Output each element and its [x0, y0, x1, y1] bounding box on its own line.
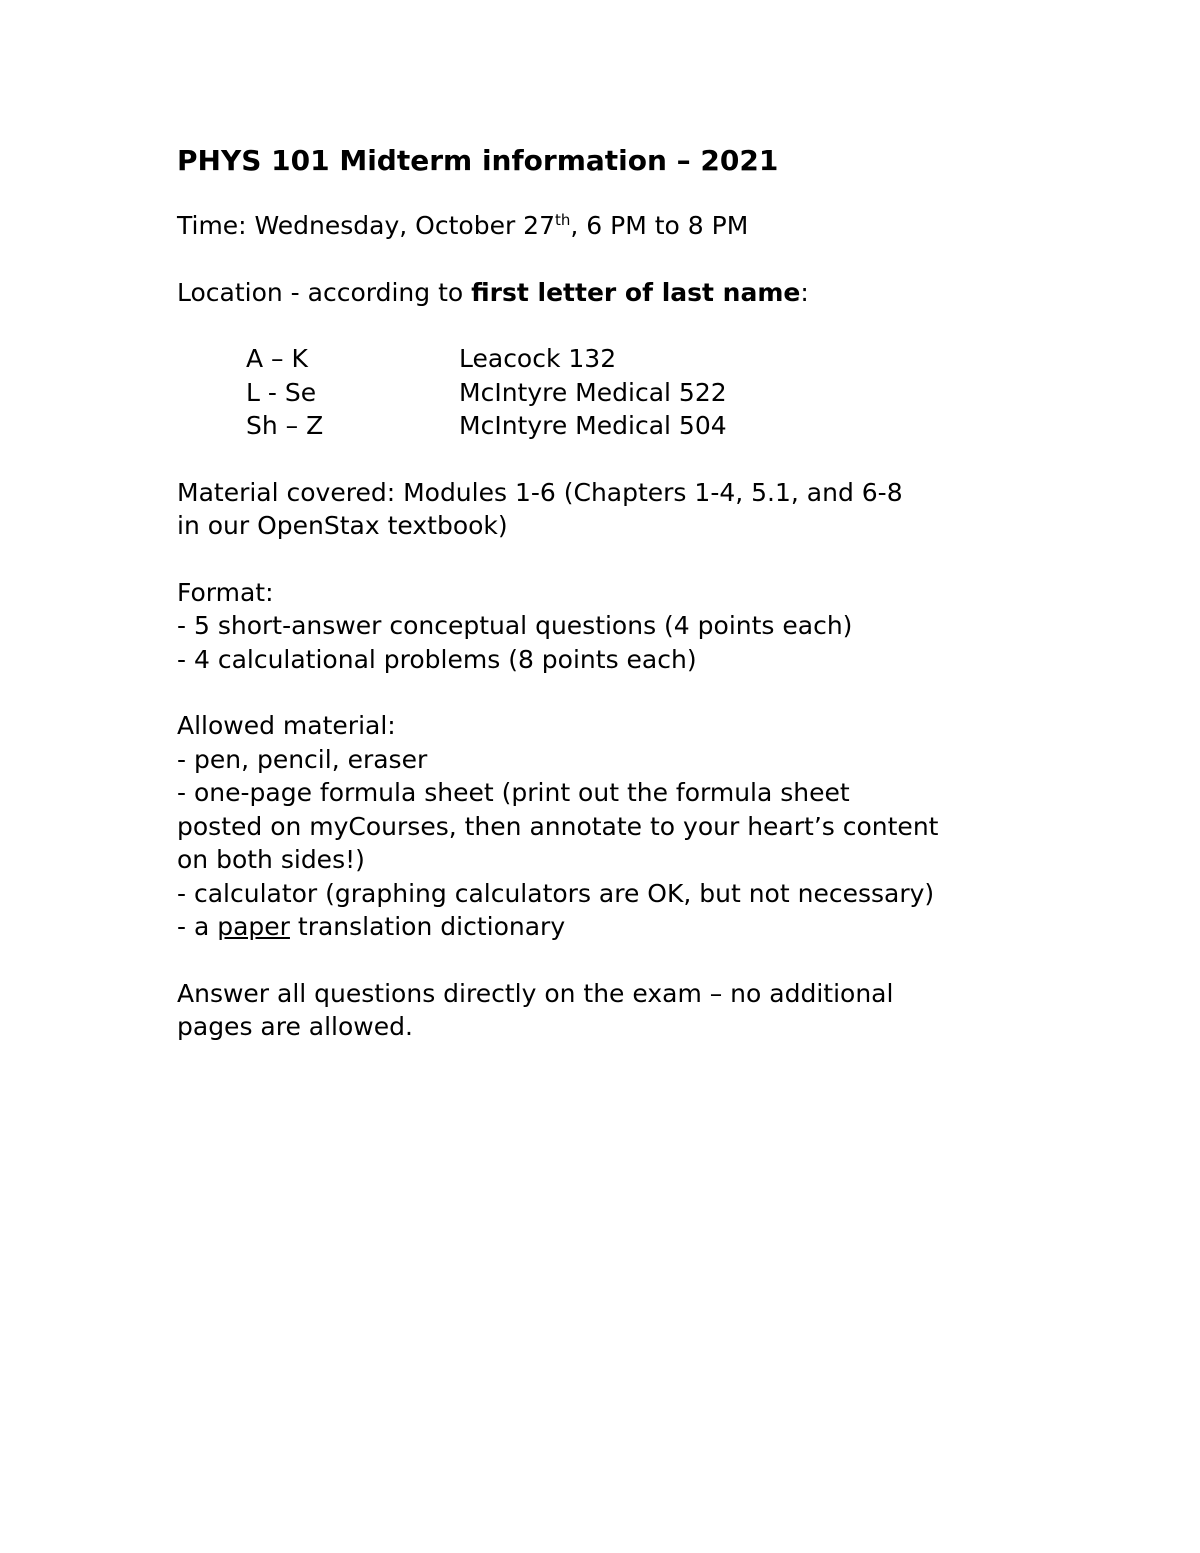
- allowed-item-suffix: translation dictionary: [289, 912, 566, 941]
- allowed-item: [177, 910, 1077, 944]
- format-item: - 5 short-answer conceptual questions (4 points each): [177, 611, 853, 640]
- location-colon: :: [800, 277, 809, 307]
- location-row: [246, 409, 727, 443]
- name-range: L - Se: [246, 377, 317, 407]
- answer-line: Answer all questions directly on the exam – no additional: [177, 978, 894, 1008]
- answer-line: pages are allowed.: [177, 1012, 413, 1041]
- time-line: [177, 209, 1077, 243]
- allowed-item: - calculator (graphing calculators are OK, but not necessary): [177, 878, 935, 908]
- room: Leacock 132: [459, 344, 617, 373]
- location-row: [246, 342, 727, 376]
- allowed-section: [177, 709, 1077, 944]
- name-range: Sh – Z: [246, 411, 324, 440]
- allowed-item-continued: posted on myCourses, then annotate to your heart’s content: [177, 811, 939, 841]
- room: McIntyre Medical 504: [459, 411, 727, 440]
- name-range: A – K: [246, 344, 308, 373]
- location-row: [246, 376, 727, 410]
- time-superscript: th: [555, 211, 571, 229]
- allowed-item: - pen, pencil, eraser: [177, 744, 428, 774]
- allowed-item-emphasis: paper: [217, 912, 290, 941]
- time-range: , 6 PM to 8 PM: [570, 211, 749, 240]
- location-prefix: Location - according to: [177, 277, 472, 307]
- material-line: Material covered: Modules 1-6 (Chapters 1-4, 5.1, and 6-8: [177, 477, 903, 507]
- answer-section: [177, 977, 1077, 1044]
- material-section: [177, 476, 1077, 543]
- document-body: [177, 142, 1077, 1044]
- location-table: [246, 342, 727, 443]
- time-text: Time: Wednesday, October 27: [177, 211, 555, 240]
- allowed-item-prefix: - a: [177, 912, 218, 941]
- location-criterion: first letter of last name: [471, 277, 801, 307]
- allowed-item: - one-page formula sheet (print out the formula sheet: [177, 778, 850, 807]
- location-line: [177, 276, 1077, 310]
- format-item: - 4 calculational problems (8 points each): [177, 644, 697, 674]
- material-line: in our OpenStax textbook): [177, 511, 508, 540]
- format-section: [177, 576, 1077, 677]
- document-title: PHYS 101 Midterm information – 2021: [177, 144, 779, 177]
- format-heading: Format:: [177, 577, 274, 607]
- allowed-heading: Allowed material:: [177, 711, 396, 740]
- room: McIntyre Medical 522: [459, 377, 727, 407]
- allowed-item-continued: on both sides!): [177, 845, 365, 874]
